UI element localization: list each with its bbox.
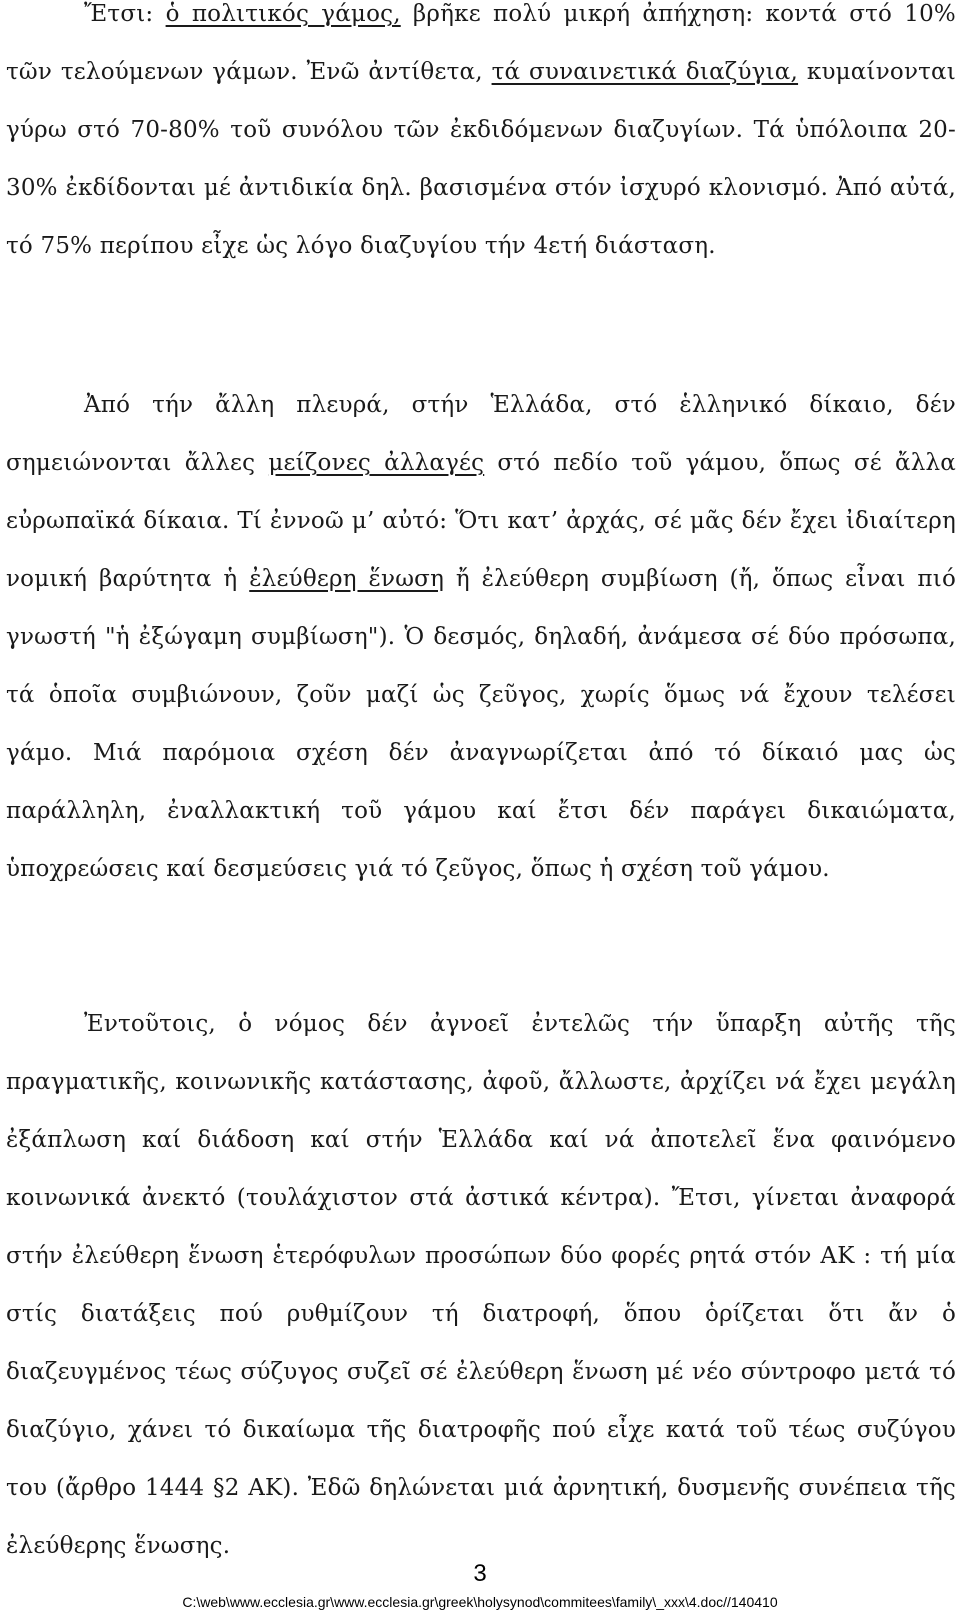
paragraph-3 bbox=[6, 995, 956, 1575]
paragraph-1-text bbox=[6, 0, 956, 275]
text-segment: Ἔτσι: bbox=[84, 1, 166, 27]
underlined-phrase-consensual-divorces: τά συναινετικά διαζύγια, bbox=[491, 59, 799, 85]
text-segment: Ἐντοῦτοις, ὁ νόμος δέν ἀγνοεῖ ἐντελῶς τήν ὕπαρξη αὐτῆς τῆς πραγματικῆς, κοινωνικῆς κατάστασης, ἀφοῦ, ἄλλωστε, ἀρχίζει νά ἔχει μεγάλη ἐξάπλωση καί διάδοση καί στήν Ἑλλάδα καί νά ἀποτελεῖ ἕνα φαινόμενο κοινωνικά ἀνεκτό (τουλάχιστον στά ἀστικά κέντρα). Ἔτσι, γίνεται ἀναφορά στήν ἐλεύθερη ἕνωση ἑτερόφυλων προσώπων δύο φορές ρητά στόν ΑΚ : τή μία στίς διατάξεις πού ρυθμίζουν τή διατροφή, ὅπου ὁρίζεται ὅτι ἄν ὁ διαζευγμένος τέως σύζυγος συζεῖ σέ ἐλεύθερη ἕνωση μέ νέο σύντροφο μετά τό διαζύγιο, χάνει τό δικαίωμα τῆς διατροφῆς πού εἶχε κατά τοῦ τέως συζύγου του (ἄρθρο 1444 §2 ΑΚ). Ἐδῶ δηλώνεται μιά ἀρνητική, δυσμενῆς συνέπεια τῆς ἐλεύθερης ἕνωσης. bbox=[6, 1011, 956, 1559]
paragraph-1 bbox=[6, 0, 956, 275]
footer-file-path: C:\web\www.ecclesia.gr\www.ecclesia.gr\greek\holysynod\commitees\family\_xxx\4.doc//140410 bbox=[182, 1594, 778, 1610]
text-segment: βρῆκε πολύ μικρή ἀπήχηση: κοντά στό 10% τῶν τελούμενων γάμων. Ἐνῶ ἀντίθετα, bbox=[6, 1, 956, 85]
text-segment: κυμαίνονται γύρω στό 70-80% τοῦ συνόλου τῶν ἐκδιδόμενων διαζυγίων. Τά ὑπόλοιπα 20-30% ἐκδίδονται μέ ἀντιδικία δηλ. βασισμένα στόν ἰσχυρό κλονισμό. Ἀπό αὐτά, τό 75% περίπου εἶχε ὡς λόγο διαζυγίου τήν 4ετή διάσταση. bbox=[6, 59, 957, 259]
text-segment: ἤ ἐλεύθερη συμβίωση (ἤ, ὅπως εἶναι πιό γνωστή "ἡ ἐξώγαμη συμβίωση"). Ὁ δεσμός, δηλαδή, ἀνάμεσα σέ δύο πρόσωπα, τά ὁποῖα συμβιώνουν, ζοῦν μαζί ὡς ζεῦγος, χωρίς ὅμως νά ἔχουν τελέσει γάμο. Μιά παρόμοια σχέση δέν ἀναγνωρίζεται ἀπό τό δίκαιό μας ὡς παράλληλη, ἐναλλακτική τοῦ γάμου καί ἔτσι δέν παράγει δικαιώματα, ὑποχρεώσεις καί δεσμεύσεις γιά τό ζεῦγος, ὅπως ἡ σχέση τοῦ γάμου. bbox=[6, 566, 956, 882]
page-number: 3 bbox=[473, 1560, 487, 1587]
text-segment: στό πεδίο τοῦ γάμου, ὅπως σέ ἄλλα εὐρωπαϊκά δίκαια. Τί ἐννοῶ μ’ αὐτό: Ὅτι κατ’ ἀρχάς, σέ μᾶς δέν ἔχει ἰδιαίτερη νομική βαρύτητα ἡ bbox=[6, 450, 956, 592]
text-segment: Ἀπό τήν ἄλλη πλευρά, στήν Ἑλλάδα, στό ἑλληνικό δίκαιο, δέν σημειώνονται ἄλλες bbox=[6, 392, 956, 476]
paragraph-2-text bbox=[6, 376, 956, 898]
paragraph-2 bbox=[6, 376, 956, 898]
underlined-phrase-civil-marriage: ὁ πολιτικός γάμος, bbox=[165, 1, 401, 27]
underlined-phrase-major-changes: μείζονες ἀλλαγές bbox=[268, 450, 485, 476]
paragraph-3-text bbox=[6, 995, 956, 1575]
underlined-phrase-free-union: ἐλεύθερη ἕνωση bbox=[249, 566, 445, 592]
